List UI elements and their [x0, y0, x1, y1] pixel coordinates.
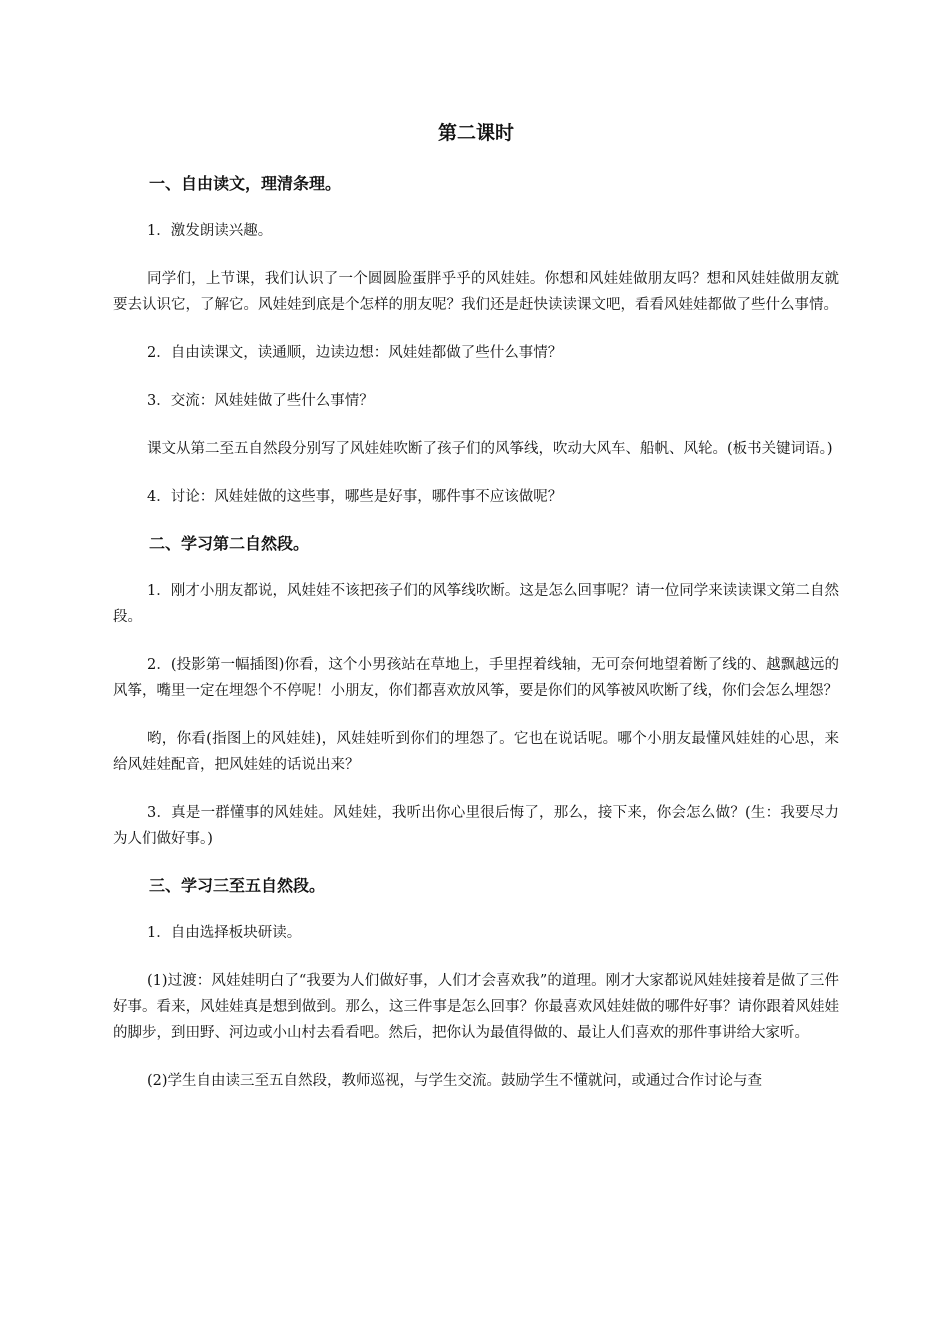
- section-1: [113, 172, 839, 510]
- document-page: [113, 118, 839, 1116]
- paragraph: 1．自由选择板块研读。: [147, 925, 302, 941]
- paragraph: 1．刚才小朋友都说，风娃娃不该把孩子们的风筝线吹断。这是怎么回事呢？请一位同学来读读课文第二自然段。: [113, 583, 839, 625]
- paragraph: 3．交流：风娃娃做了些什么事情？: [147, 393, 374, 409]
- section-heading: 一、自由读文，理清条理。: [149, 174, 342, 193]
- paragraph: 哟，你看(指图上的风娃娃)，风娃娃听到你们的埋怨了。它也在说话呢。哪个小朋友最懂风娃娃的心思，来给风娃娃配音，把风娃娃的话说出来？: [113, 731, 839, 773]
- paragraph: 3．真是一群懂事的风娃娃。风娃娃，我听出你心里很后悔了，那么，接下来，你会怎么做？(生：我要尽力为人们做好事。): [113, 805, 839, 847]
- paragraph: 2．(投影第一幅插图)你看，这个小男孩站在草地上，手里捏着线轴，无可奈何地望着断了线的、越飘越远的风筝，嘴里一定在埋怨个不停呢！小朋友，你们都喜欢放风筝，要是你们的风筝被风吹断了线，你们会怎么埋怨？: [113, 657, 839, 699]
- section-heading: 三、学习三至五自然段。: [149, 876, 326, 895]
- paragraph: 4．讨论：风娃娃做的这些事，哪些是好事，哪件事不应该做呢？: [147, 489, 563, 505]
- section-heading: 二、学习第二自然段。: [149, 534, 310, 553]
- paragraph: 1．激发朗读兴趣。: [147, 223, 273, 239]
- page-title: 第二课时: [437, 122, 514, 144]
- paragraph: 课文从第二至五自然段分别写了风娃娃吹断了孩子们的风筝线，吹动大风车、船帆、风轮。(板书关键词语。): [147, 441, 833, 457]
- paragraph: 2．自由读课文，读通顺，边读边想：风娃娃都做了些什么事情？: [147, 345, 563, 361]
- section-2: [113, 532, 839, 852]
- section-3: [113, 874, 839, 1094]
- paragraph: (2)学生自由读三至五自然段，教师巡视，与学生交流。鼓励学生不懂就问，或通过合作讨论与查: [147, 1073, 763, 1089]
- paragraph: (1)过渡：风娃娃明白了“我要为人们做好事，人们才会喜欢我”的道理。刚才大家都说风娃娃接着是做了三件好事。看来，风娃娃真是想到做到。那么，这三件事是怎么回事？你最喜欢风娃娃做的哪件好事？请你跟着风娃娃的脚步，到田野、河边或小山村去看看吧。然后，把你认为最值得做的、最让人们喜欢的那件事讲给大家听。: [113, 973, 839, 1041]
- paragraph: 同学们，上节课，我们认识了一个圆圆脸蛋胖乎乎的风娃娃。你想和风娃娃做朋友吗？想和风娃娃做朋友就要去认识它，了解它。风娃娃到底是个怎样的朋友呢？我们还是赶快读读课文吧，看看风娃娃都做了些什么事情。: [113, 271, 839, 313]
